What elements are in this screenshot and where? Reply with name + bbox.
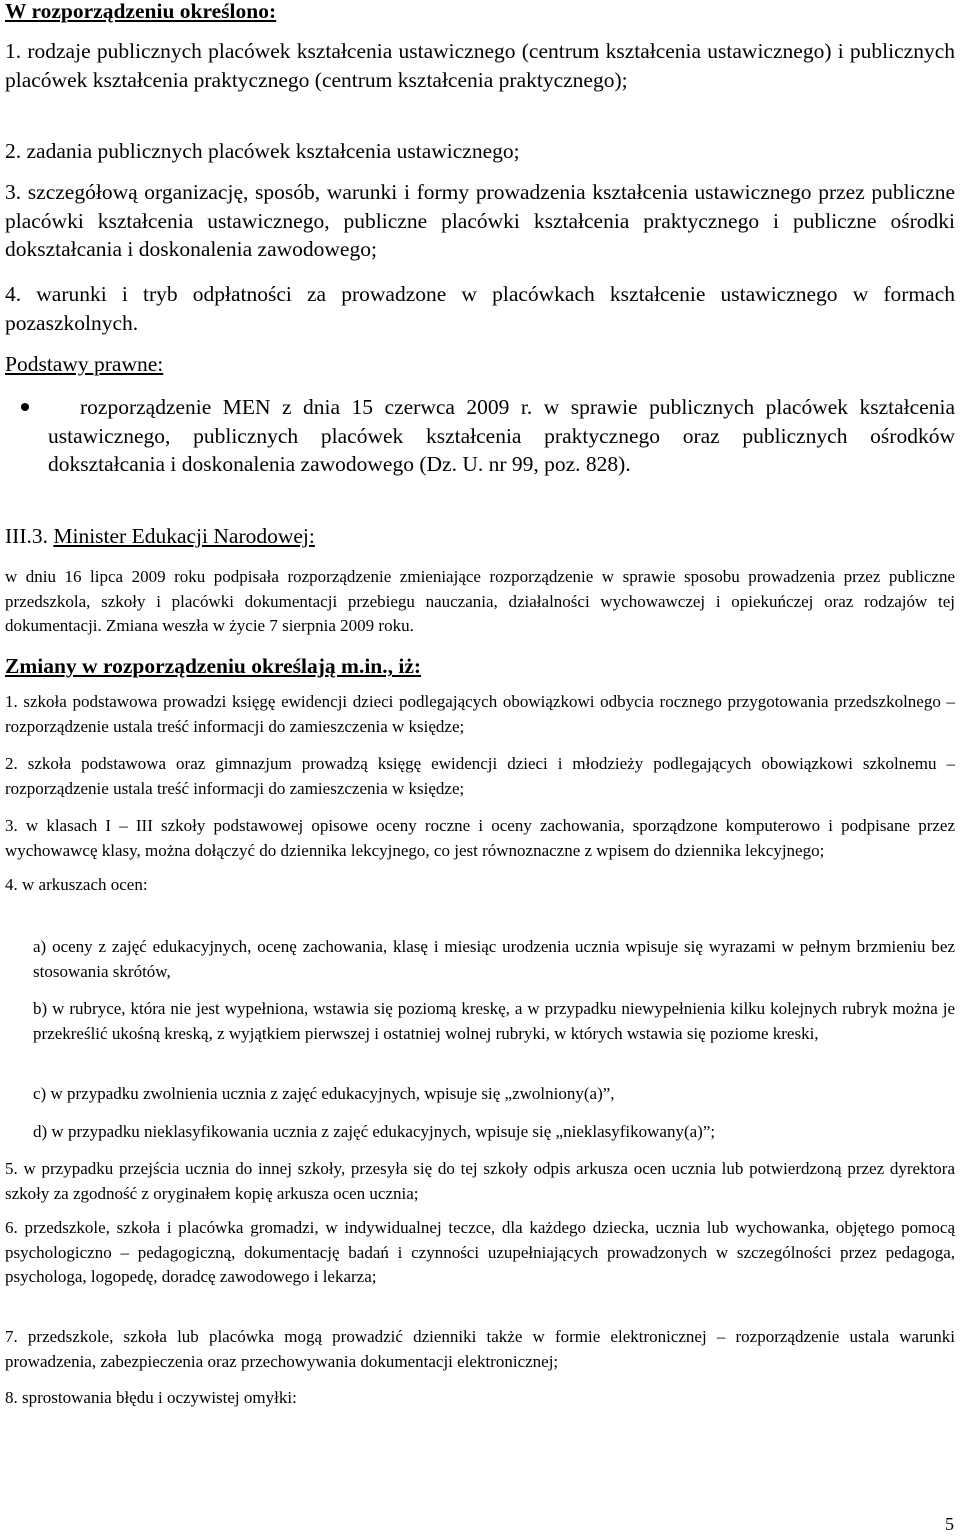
- change-subitem-b: b) w rubryce, która nie jest wypełniona, wstawia się poziomą kreskę, a w przypadku niewypełnienia kilku kolejnych rubryk można je przekreślić ukośną kreską, z wyjątkiem pierwszej i ostatniej wolnej rubryki, w których wstawia się poziome kreski,: [33, 999, 955, 1043]
- legal-basis-text: rozporządzenie MEN z dnia 15 czerwca 2009 r. w sprawie publicznych placówek kształcenia ustawicznego, publicznych placówek kształcenia praktycznego oraz publicznych ośrodków dokształcania i doskonalenia zawodowego (Dz. U. nr 99, poz. 828).: [48, 395, 955, 476]
- legal-basis-item: [5, 393, 955, 479]
- change-item-6: 6. przedszkole, szkoła i placówka gromadzi, w indywidualnej teczce, dla każdego dziecka, ucznia lub wychowanka, objętego pomocą psychologiczno – pedagogiczną, dokumentację badań i czynności uzupełniających prowadzonych w szczególności przez pedagoga, psychologa, logopedę, doradcę zawodowego i lekarza;: [5, 1218, 955, 1286]
- legal-basis-list: [5, 393, 955, 479]
- change-item-2: 2. szkoła podstawowa oraz gimnazjum prowadzą księgę ewidencji dzieci i młodzieży podlegających obowiązkowi szkolnemu – rozporządzenie ustala treść informacji do zamieszczenia w księdze;: [5, 754, 955, 798]
- change-subitem-a: a) oceny z zajęć edukacyjnych, ocenę zachowania, klasę i miesiąc urodzenia ucznia wpisuje się wyrazami w pełnym brzmieniu bez stosowania skrótów,: [33, 937, 955, 981]
- bullet-icon: [21, 403, 29, 411]
- section-heading-minister: [5, 522, 955, 551]
- change-item-7: 7. przedszkole, szkoła lub placówka mogą prowadzić dzienniki także w formie elektronicznej – rozporządzenie ustala warunki prowadzenia, zabezpieczenia oraz przechowywania dokumentacji elektronicznej;: [5, 1327, 955, 1371]
- section-title: Minister Edukacji Narodowej:: [53, 524, 315, 548]
- change-item-1: 1. szkoła podstawowa prowadzi księgę ewidencji dzieci podlegających obowiązkowi odbycia rocznego przygotowania przedszkolnego – rozporządzenie ustala treść informacji do zamieszczenia w księdze;: [5, 692, 955, 736]
- legal-basis-heading: Podstawy prawne:: [5, 352, 164, 376]
- regulation-item-1: 1. rodzaje publicznych placówek kształcenia ustawicznego (centrum kształcenia ustawicznego) i publicznych placówek kształcenia praktycznego (centrum kształcenia praktycznego);: [5, 39, 955, 92]
- change-item-3: 3. w klasach I – III szkoły podstawowej opisowe oceny roczne i oceny zachowania, sporządzone komputerowo i podpisane przez wychowawcę klasy, można dołączyć do dziennika lekcyjnego, co jest równoznaczne z wpisem do dziennika lekcyjnego;: [5, 816, 955, 860]
- regulation-item-3: 3. szczegółową organizację, sposób, warunki i formy prowadzenia kształcenia ustawicznego przez publiczne placówki kształcenia ustawicznego, publiczne placówki kształcenia praktycznego i publiczne ośrodki dokształcania i doskonalenia zawodowego;: [5, 180, 955, 261]
- change-item-8: 8. sprostowania błędu i oczywistej omyłki:: [5, 1388, 297, 1407]
- page-number: 5: [945, 1514, 954, 1534]
- change-subitem-d: d) w przypadku nieklasyfikowania ucznia z zajęć edukacyjnych, wpisuje się „nieklasyfikowany(a)”;: [33, 1122, 716, 1141]
- changes-heading: Zmiany w rozporządzeniu określają m.in., iż:: [5, 654, 422, 678]
- change-item-4: 4. w arkuszach ocen:: [5, 875, 148, 894]
- regulation-item-4: 4. warunki i tryb odpłatności za prowadzone w placówkach kształcenie ustawicznego w formach pozaszkolnych.: [5, 282, 955, 335]
- section-heading-regulation: W rozporządzeniu określono:: [5, 0, 277, 23]
- regulation-item-2: 2. zadania publicznych placówek kształcenia ustawicznego;: [5, 139, 520, 163]
- change-subitem-c: c) w przypadku zwolnienia ucznia z zajęć edukacyjnych, wpisuje się „zwolniony(a)”,: [33, 1084, 615, 1103]
- section-number: III.3.: [5, 524, 48, 548]
- change-item-5: 5. w przypadku przejścia ucznia do innej szkoły, przesyła się do tej szkoły odpis arkusza ocen ucznia lub potwierdzoną przez dyrektora szkoły za zgodność z oryginałem kopię arkusza ocen ucznia;: [5, 1159, 955, 1203]
- minister-intro: w dniu 16 lipca 2009 roku podpisała rozporządzenie zmieniające rozporządzenie w sprawie sposobu prowadzenia przez publiczne przedszkola, szkoły i placówki dokumentacji przebiegu nauczania, działalności wychowawczej i opiekuńczej oraz rodzajów tej dokumentacji. Zmiana weszła w życie 7 sierpnia 2009 roku.: [5, 567, 955, 635]
